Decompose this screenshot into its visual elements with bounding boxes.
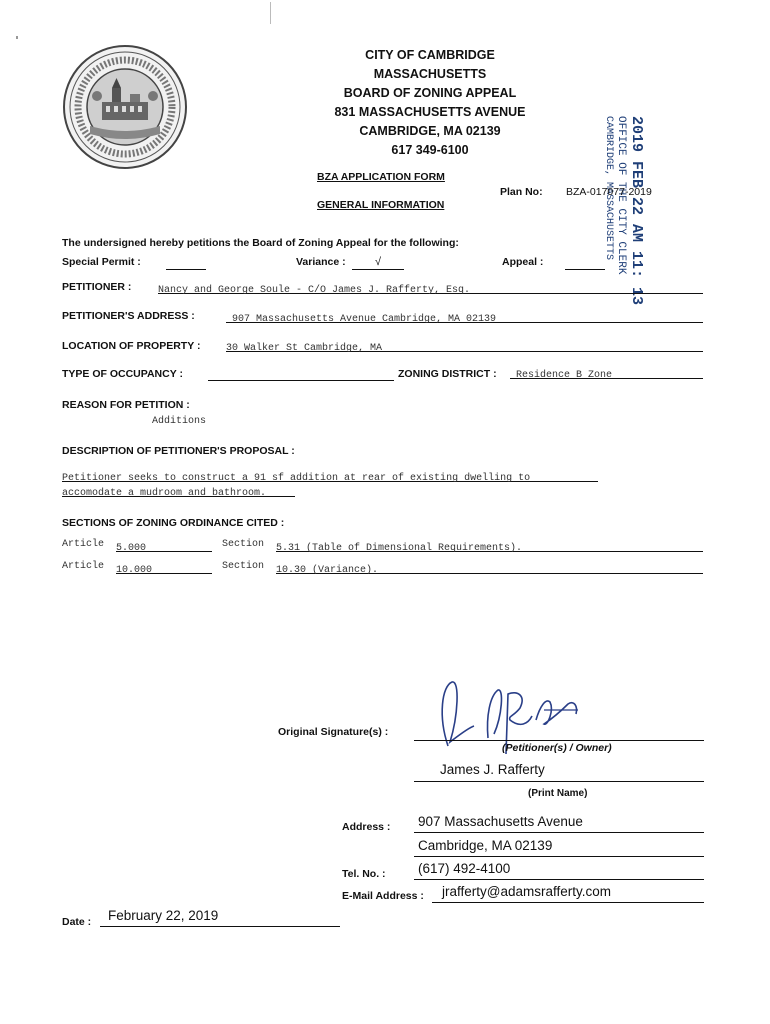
petitioner-line [158, 279, 703, 294]
section-field [276, 537, 703, 552]
address-line-1 [414, 813, 704, 833]
print-name-line [414, 761, 704, 782]
article-field [116, 559, 212, 574]
plan-no-label: Plan No: [500, 186, 543, 198]
header-line: BOARD OF ZONING APPEAL [343, 86, 517, 100]
description-label: DESCRIPTION OF PETITIONER'S PROPOSAL : [62, 445, 295, 457]
description-line-1 [62, 467, 598, 482]
occupancy-label: TYPE OF OCCUPANCY : [62, 368, 183, 380]
address-value-2: Cambridge, MA 02139 [418, 838, 553, 853]
article-label: Article [62, 539, 105, 550]
signature-line [414, 740, 704, 741]
section-label: Section [222, 539, 265, 550]
special-permit-label: Special Permit : [62, 256, 141, 268]
email-line [432, 883, 704, 903]
article-value: 10.000 [116, 565, 153, 576]
scan-mark [16, 36, 18, 39]
location-label: LOCATION OF PROPERTY : [62, 340, 201, 352]
tel-line [414, 860, 704, 880]
date-value: February 22, 2019 [108, 908, 219, 923]
variance-check: √ [374, 256, 382, 268]
variance-label: Variance : [296, 256, 346, 268]
header-line: CITY OF CAMBRIDGE [365, 48, 495, 62]
section-value: 10.30 (Variance). [276, 565, 379, 576]
intro-text: The undersigned hereby petitions the Board of Zoning Appeal for the following: [62, 237, 459, 249]
occupancy-line [208, 366, 394, 381]
clerk-stamp [597, 108, 657, 306]
address-line-2 [414, 837, 704, 857]
header-line: CAMBRIDGE, MA 02139 [359, 124, 501, 138]
petitioner-address-label: PETITIONER'S ADDRESS : [62, 310, 195, 322]
description-text-1: Petitioner seeks to construct a 91 sf addition at rear of existing dwelling to [62, 473, 531, 484]
appeal-label: Appeal : [502, 256, 544, 268]
header-line: MASSACHUSETTS [373, 67, 487, 81]
petitioner-address-line [226, 308, 703, 323]
variance-field [352, 256, 404, 270]
section-label: Section [222, 561, 265, 572]
appeal-field [565, 256, 605, 270]
section-value: 5.31 (Table of Dimensional Requirements). [276, 543, 523, 554]
zoning-district-line [510, 364, 703, 379]
address-value-1: 907 Massachusetts Avenue [418, 814, 583, 829]
plan-no-value: BZA-017077-2019 [566, 186, 652, 198]
print-name-value: James J. Rafferty [440, 762, 545, 777]
reason-value: Additions [152, 416, 207, 427]
city-seal-icon [62, 44, 188, 170]
section-title: GENERAL INFORMATION [317, 199, 445, 211]
date-line [100, 907, 340, 927]
print-name-label: (Print Name) [528, 788, 588, 799]
petitioner-address-value: 907 Massachusetts Avenue Cambridge, MA 02139 [232, 314, 497, 325]
special-permit-field [166, 256, 206, 270]
signature-label: Original Signature(s) : [278, 726, 389, 738]
stamp-city: CAMBRIDGE, MASSACHUSETTS [603, 116, 614, 261]
tel-label: Tel. No. : [342, 868, 386, 880]
tel-value: (617) 492-4100 [418, 861, 511, 876]
scan-mark [270, 2, 271, 24]
zoning-district-label: ZONING DISTRICT : [398, 368, 497, 380]
description-line-2 [62, 482, 295, 497]
article-value: 5.000 [116, 543, 147, 554]
section-row [62, 559, 703, 576]
header-line: 831 MASSACHUSETTS AVENUE [334, 105, 526, 119]
email-value: jrafferty@adamsrafferty.com [442, 884, 612, 899]
zoning-district-value: Residence B Zone [516, 370, 613, 381]
petitioner-value: Nancy and George Soule - C/O James J. Rafferty, Esq. [158, 285, 471, 296]
location-value: 30 Walker St Cambridge, MA [226, 343, 383, 354]
reason-label: REASON FOR PETITION : [62, 399, 190, 411]
stamp-office: OFFICE OF THE CITY CLERK [615, 116, 627, 275]
location-line [226, 337, 703, 352]
header-line: 617 349-6100 [391, 143, 469, 157]
article-label: Article [62, 561, 105, 572]
date-label: Date : [62, 916, 92, 928]
article-field [116, 537, 212, 552]
section-row [62, 537, 703, 554]
sections-label: SECTIONS OF ZONING ORDINANCE CITED : [62, 517, 285, 529]
email-label: E-Mail Address : [342, 890, 424, 902]
form-title: BZA APPLICATION FORM [317, 171, 445, 183]
stamp-date: 2019 FEB 22 AM 11: 13 [628, 116, 645, 306]
description-text-2: accomodate a mudroom and bathroom. [62, 488, 267, 499]
petitioner-label: PETITIONER : [62, 281, 132, 293]
address-label: Address : [342, 821, 391, 833]
signature-role: (Petitioner(s) / Owner) [502, 742, 612, 754]
section-field [276, 559, 703, 574]
